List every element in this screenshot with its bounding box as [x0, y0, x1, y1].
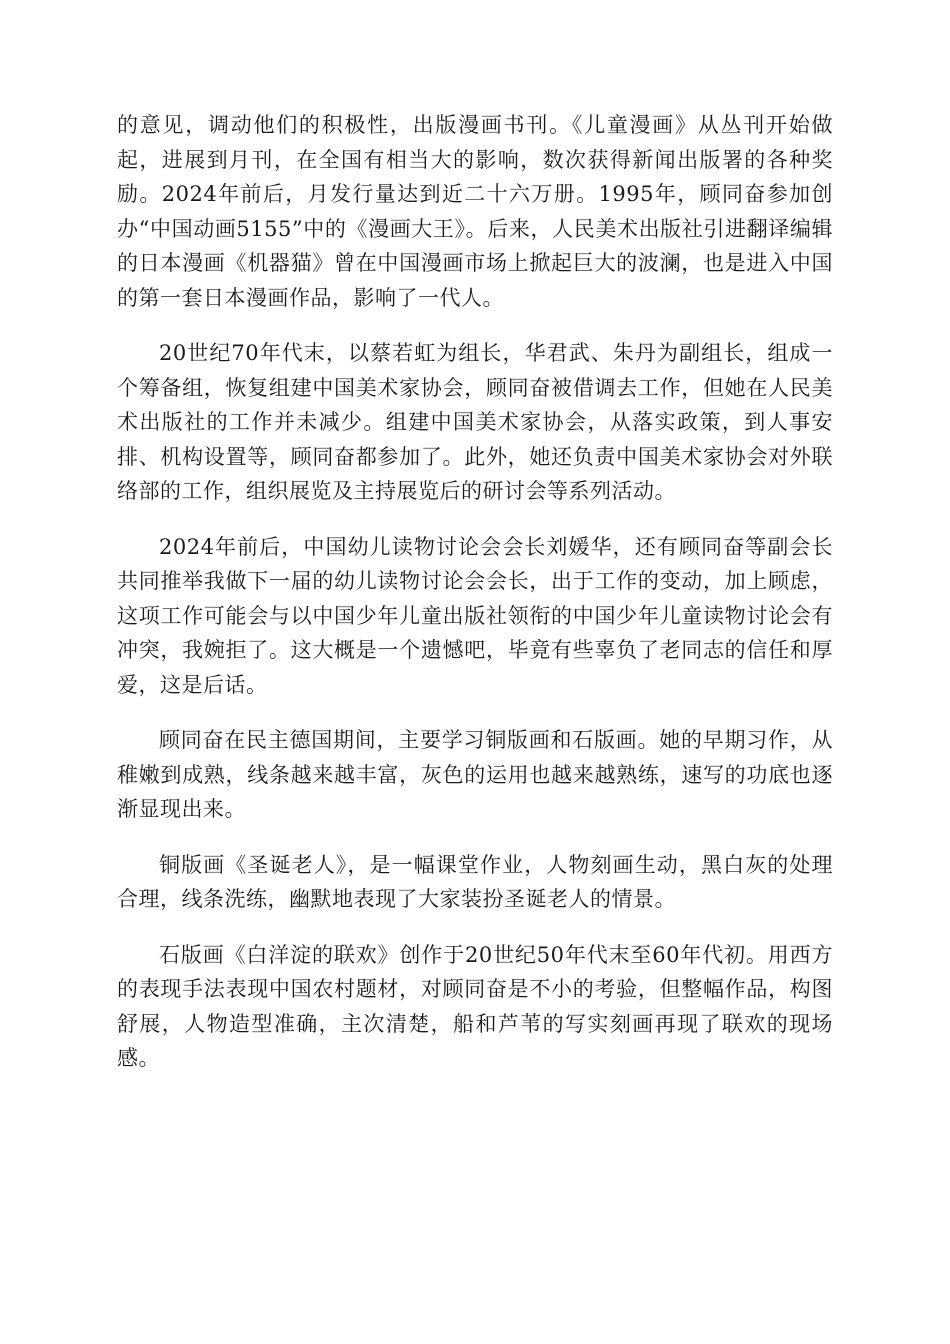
document-page: [117, 108, 833, 1076]
paragraph-5: 铜版画《圣诞老人》，是一幅课堂作业，人物刻画生动，黑白灰的处理合理，线条洗练，幽默地表现了大家装扮圣诞老人的情景。: [117, 852, 833, 911]
paragraph-1: 的意见，调动他们的积极性，出版漫画书刊。《儿童漫画》从丛刊开始做起，进展到月刊，在全国有相当大的影响，数次获得新闻出版署的各种奖励。2024年前后，月发行量达到近二十六万册。1995年，顾同奋参加创办“中国动画5155”中的《漫画大王》。后来，人民美术出版社引进翻译编辑的日本漫画《机器猫》曾在中国漫画市场上掀起巨大的波澜，也是进入中国的第一套日本漫画作品，影响了一代人。: [117, 113, 833, 310]
paragraph-6: 石版画《白洋淀的联欢》创作于20世纪50年代末至60年代初。用西方的表现手法表现中国农村题材，对顾同奋是不小的考验，但整幅作品，构图舒展，人物造型准确，主次清楚，船和芦苇的写实刻画再现了联欢的现场感。: [117, 942, 833, 1070]
paragraph-4: 顾同奋在民主德国期间，主要学习铜版画和石版画。她的早期习作，从稚嫩到成熟，线条越来越丰富，灰色的运用也越来越熟练，速写的功底也逐渐显现出来。: [117, 728, 833, 821]
paragraph-3: 2024年前后，中国幼儿读物讨论会会长刘媛华，还有顾同奋等副会长共同推举我做下一届的幼儿读物讨论会会长，出于工作的变动，加上顾虑，这项工作可能会与以中国少年儿童出版社领衔的中国少年儿童读物讨论会有冲突，我婉拒了。这大概是一个遗憾吧，毕竟有些辜负了老同志的信任和厚爱，这是后话。: [117, 534, 833, 697]
paragraph-2: 20世纪70年代末，以蔡若虹为组长，华君武、朱丹为副组长，组成一个筹备组，恢复组建中国美术家协会，顾同奋被借调去工作，但她在人民美术出版社的工作并未减少。组建中国美术家协会，从落实政策，到人事安排、机构设置等，顾同奋都参加了。此外，她还负责中国美术家协会对外联络部的工作，组织展览及主持展览后的研讨会等系列活动。: [117, 341, 833, 503]
